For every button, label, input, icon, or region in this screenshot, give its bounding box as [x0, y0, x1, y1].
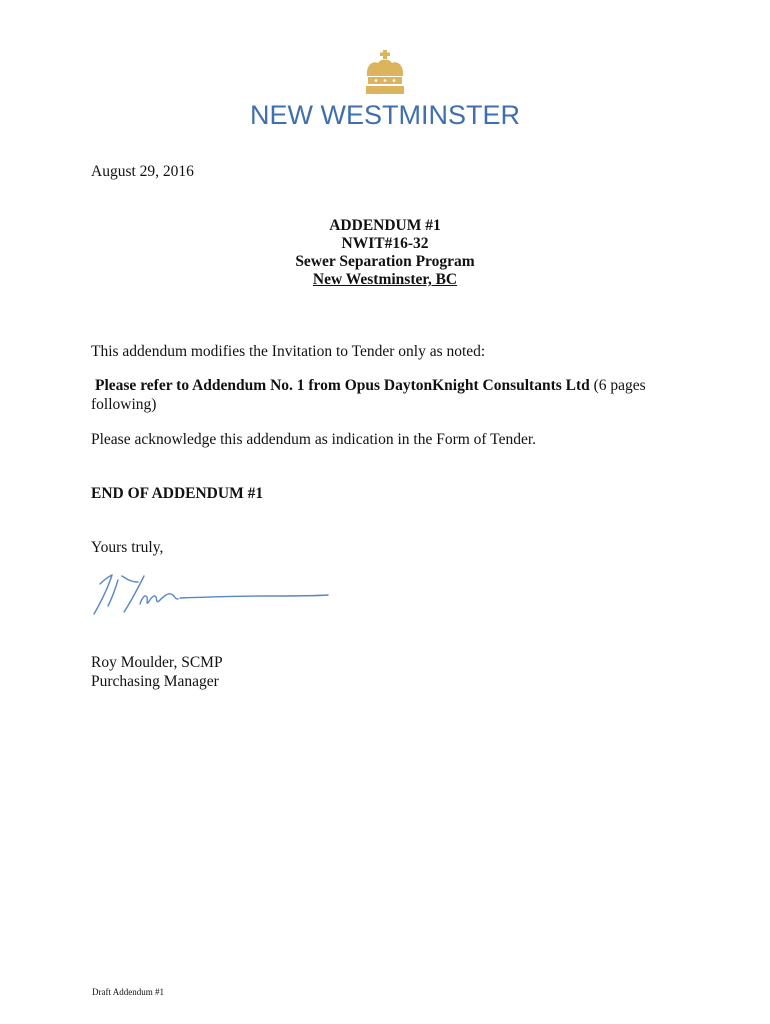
- heading-line-addendum: ADDENDUM #1: [329, 217, 441, 234]
- closing-salutation: Yours truly,: [91, 539, 164, 556]
- acknowledge-paragraph: Please acknowledge this addendum as indication in the Form of Tender.: [91, 431, 537, 448]
- referral-paragraph: [95, 376, 646, 395]
- heading-location-text: New Westminster, BC: [312, 271, 458, 288]
- referral-continuation: following): [91, 396, 157, 413]
- crown-logo-icon: [364, 50, 406, 96]
- heading-line-tender-number: NWIT#16-32: [341, 235, 429, 252]
- page-footer: Draft Addendum #1: [92, 987, 164, 997]
- letterhead-wordmark: NEW WESTMINSTER: [250, 100, 520, 130]
- intro-paragraph: This addendum modifies the Invitation to Tender only as noted:: [91, 343, 486, 360]
- heading-line-program: Sewer Separation Program: [295, 253, 475, 270]
- heading-line-location: [0, 270, 770, 289]
- referral-normal-text: (6 pages: [589, 377, 646, 394]
- handwritten-signature: [88, 566, 333, 622]
- signer-name: Roy Moulder, SCMP: [91, 654, 223, 671]
- end-of-addendum-note: END OF ADDENDUM #1: [91, 485, 264, 502]
- signer-title: Purchasing Manager: [91, 673, 219, 690]
- referral-bold-text: Please refer to Addendum No. 1 from Opus DaytonKnight Consultants Ltd: [95, 377, 590, 394]
- letter-date: August 29, 2016: [91, 163, 194, 180]
